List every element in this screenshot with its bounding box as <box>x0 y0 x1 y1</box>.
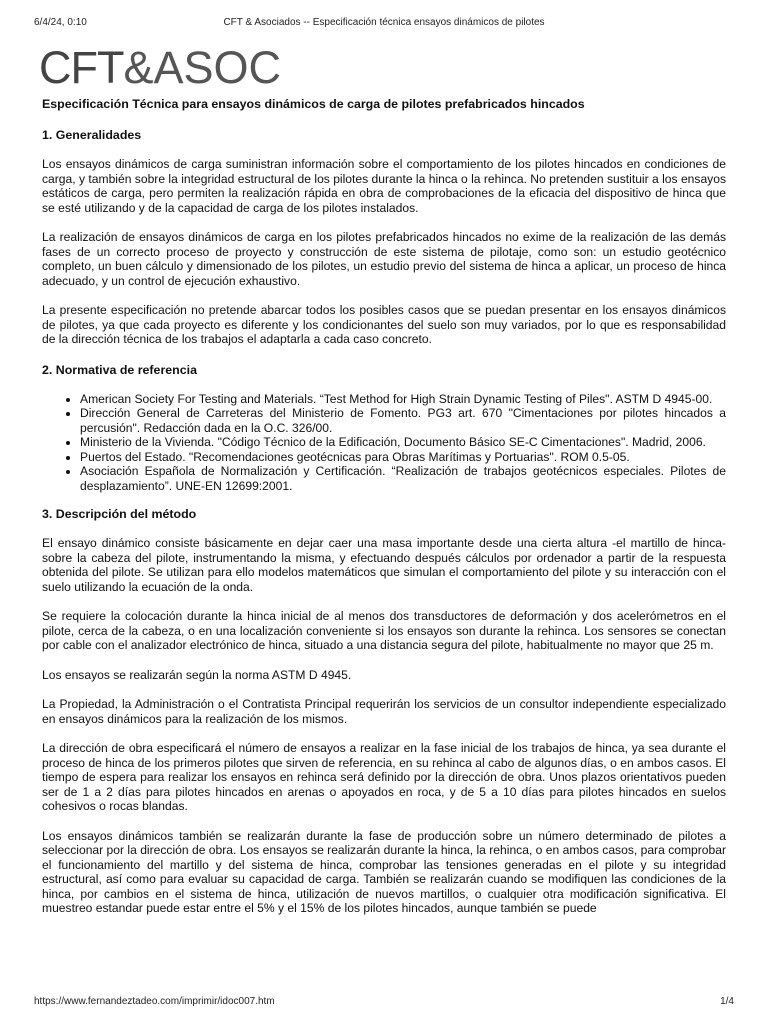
logo-thin-text: &ASOC <box>123 46 281 90</box>
document-body <box>42 96 726 931</box>
paragraph: Se requiere la colocación durante la hinca inicial de al menos dos transductores de deformación y dos acelerómetros en el pilote, cerca de la cabeza, o en una localización conveniente si los ensayos son durante la rehinca. Los sensores se conectan por cable con el analizador electrónico de hinca, situado a una distancia segura del pilote, habitualmente no mayor que 25 m. <box>42 609 726 652</box>
page-number: 1/4 <box>720 996 734 1007</box>
print-footer <box>34 996 734 1010</box>
paragraph: La Propiedad, la Administración o el Contratista Principal requerirán los servicios de un consultor independiente especializado en ensayos dinámicos para la realización de los mismos. <box>42 697 726 726</box>
print-date: 6/4/24, 0:10 <box>34 17 87 28</box>
reference-list <box>42 392 726 494</box>
document-title: Especificación Técnica para ensayos dinámicos de carga de pilotes prefabricados hincados <box>42 97 585 111</box>
paragraph: Los ensayos se realizarán según la norma ASTM D 4945. <box>42 667 352 682</box>
print-page-title: CFT & Asociados -- Especificación técnica ensayos dinámicos de pilotes <box>223 17 545 28</box>
list-item: • Dirección General de Carreteras del Ministerio de Fomento. PG3 art. 670 "Cimentaciones por pilotes hincados a percusión". Redacción dada en la O.C. 326/00. <box>80 406 726 435</box>
source-url-link[interactable]: https://www.fernandeztadeo.com/imprimir/idoc007.htm <box>34 996 275 1007</box>
list-item: • American Society For Testing and Materials. “Test Method for High Strain Dynamic Testing of Piles". ASTM D 4945-00. <box>80 392 726 407</box>
list-item: • Ministerio de la Vivienda. "Código Técnico de la Edificación, Documento Básico SE-C Cimentaciones". Madrid, 2006. <box>80 435 726 450</box>
paragraph: Los ensayos dinámicos de carga suministran información sobre el comportamiento de los pilotes hincados en condiciones de carga, y también sobre la integridad estructural de los pilotes durante la hinca o la rehinca. No pretenden sustituir a los ensayos estáticos de carga, pero permiten la realización rápida en obra de comprobaciones de la eficacia del dispositivo de hinca que se esté utilizando y de la capacidad de carga de los pilotes instalados. <box>42 157 726 215</box>
print-header <box>34 17 734 31</box>
paragraph: La realización de ensayos dinámicos de carga en los pilotes prefabricados hincados no exime de la realización de las demás fases de un correcto proceso de proyecto y construcción de este sistema de pilotaje, como son: un estudio geotécnico completo, un buen cálculo y dimensionado de los pilotes, un estudio previo del sistema de hinca a aplicar, un proceso de hinca adecuado, y un control de ejecución exhaustivo. <box>42 230 726 288</box>
paragraph: El ensayo dinámico consiste básicamente en dejar caer una masa importante desde una cierta altura -el martillo de hinca- sobre la cabeza del pilote, instrumentando la misma, y efectuando después cálculos por ordenador a partir de la respuesta obtenida del pilote. Se utilizan para ello modelos matemáticos que simulan el comportamiento del pilote y su interacción con el suelo utilizando la ecuación de la onda. <box>42 536 726 594</box>
logo-bold-text: CFT <box>39 46 124 90</box>
list-item: • Puertos del Estado. "Recomendaciones geotécnicas para Obras Marítimas y Portuarias". ROM 0.5-05. <box>80 450 726 465</box>
list-item: • Asociación Española de Normalización y Certificación. “Realización de trabajos geotécnicos especiales. Pilotes de desplazamiento”. UNE-EN 12699:2001. <box>80 464 726 493</box>
paragraph: La dirección de obra especificará el número de ensayos a realizar en la fase inicial de los trabajos de hinca, ya sea durante el proceso de hinca de los primeros pilotes que sirven de referencia, en su rehinca al cabo de algunos días, o en ambos casos. El tiempo de espera para realizar los ensayos en rehinca será definido por la dirección de obra. Unos plazos orientativos pueden ser de 1 a 2 días para pilotes hincados en arenas o apoyados en roca, y de 5 a 10 días para pilotes hincados en suelos cohesivos o rocas blandas. <box>42 741 726 813</box>
section-heading: 2. Normativa de referencia <box>42 362 197 377</box>
section-heading: 3. Descripción del método <box>42 507 197 521</box>
paragraph: La presente especificación no pretende abarcar todos los posibles casos que se puedan presentar en los ensayos dinámicos de pilotes, ya que cada proyecto es diferente y los condicionantes del suelo son muy variados, por lo que es responsabilidad de la dirección técnica de los trabajos el adaptarla a cada caso concreto. <box>42 303 726 346</box>
company-logo <box>39 46 281 90</box>
paragraph: Los ensayos dinámicos también se realizarán durante la fase de producción sobre un número determinado de pilotes a seleccionar por la dirección de obra. Los ensayos se realizarán durante la hinca, la rehinca, o en ambos casos, para comprobar el funcionamiento del martillo y del sistema de hinca, comprobar las tensiones generadas en el pilote y su integridad estructural, así como para evaluar su capacidad de carga. También se realizarán cuando se modifiquen las condiciones de la hinca, por cambios en el sistema de hinca, utilización de nuevos martillos, o cualquier otra modificación significativa. El muestreo estandar puede estar entre el 5% y el 15% de los pilotes hincados, aunque también se puede <box>42 828 726 915</box>
section-heading: 1. Generalidades <box>42 128 142 142</box>
